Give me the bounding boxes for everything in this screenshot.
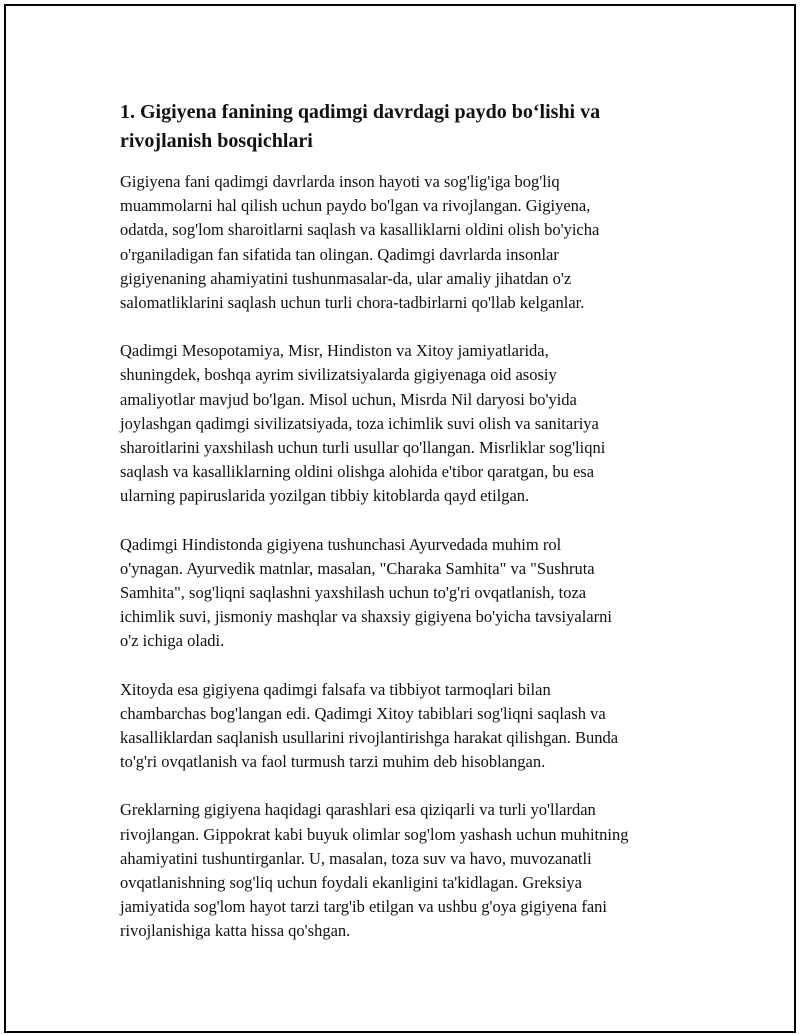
text-line: muammolarni hal qilish uchun paydo bo'lgan va rivojlangan. Gigiyena, (120, 196, 591, 216)
text-line: Samhita", sog'liqni saqlashni yaxshilash uchun to'g'ri ovqatlanish, toza (120, 583, 587, 603)
text-line: joylashgan qadimgi sivilizatsiyada, toza ichimlik suvi olish va sanitariya (120, 413, 599, 433)
page-frame (4, 4, 796, 1033)
paragraph-3 (120, 533, 700, 654)
text-line: saqlash va kasalliklarning oldini olishga alohida e'tibor qaratgan, bu esa (120, 462, 595, 482)
text-line: chambarchas bog'langan edi. Qadimgi Xitoy tabiblari sog'liqni saqlash va (120, 703, 606, 723)
text-line: gigiyenaning ahamiyatini tushunmasalar-da, ular amaliy jihatdan o'z (120, 268, 572, 288)
text-line: to'g'ri ovqatlanish va faol turmush tarzi muhim deb hisoblangan. (120, 752, 546, 772)
text-line: Greklarning gigiyena haqidagi qarashlari esa qiziqarli va turli yo'llardan (120, 800, 596, 820)
text-line: ularning papiruslarida yozilgan tibbiy kitoblarda qayd etilgan. (120, 486, 530, 506)
heading-line: 1. Gigiyena fanining qadimgi davrdagi paydo bo‘lishi va (120, 101, 601, 123)
text-line: ichimlik suvi, jismoniy mashqlar va shaxsiy gigiyena bo'yicha tavsiyalarni (120, 607, 612, 627)
text-line: shuningdek, boshqa ayrim sivilizatsiyalarda gigiyenaga oid asosiy (120, 365, 557, 385)
text-line: amaliyotlar mavjud bo'lgan. Misol uchun, Misrda Nil daryosi bo'yida (120, 389, 577, 409)
document-body (120, 98, 700, 968)
text-line: Xitoyda esa gigiyena qadimgi falsafa va tibbiyot tarmoqlari bilan (120, 679, 551, 699)
text-line: Gigiyena fani qadimgi davrlarda inson hayoti va sog'lig'iga bog'liq (120, 172, 560, 191)
text-line: ahamiyatini tushuntirganlar. U, masalan, toza suv va havo, muvozanatli (120, 848, 592, 868)
text-line: o'rganiladigan fan sifatida tan olingan. Qadimgi davrlarda insonlar (120, 244, 559, 264)
paragraph-2 (120, 339, 700, 508)
paragraph-5 (120, 798, 700, 943)
text-line: rivojlanishiga katta hissa qo'shgan. (120, 921, 351, 941)
text-line: rivojlangan. Gippokrat kabi buyuk olimlar sog'lom yashash uchun muhitning (120, 824, 629, 844)
paragraph-4 (120, 678, 700, 775)
heading-line: rivojlanish bosqichlari (120, 130, 313, 152)
text-line: kasalliklardan saqlanish usullarini rivojlantirishga harakat qilishgan. Bunda (120, 728, 619, 748)
text-line: ovqatlanishning sog'liq uchun foydali ekanligini ta'kidlagan. Greksiya (120, 873, 582, 893)
text-line: jamiyatida sog'lom hayot tarzi targ'ib etilgan va ushbu g'oya gigiyena fani (120, 897, 607, 917)
text-line: salomatliklarini saqlash uchun turli chora-tadbirlarni qo'llab kelganlar. (120, 293, 585, 313)
text-line: odatda, sog'lom sharoitlarni saqlash va kasalliklarni oldini olish bo'yicha (120, 220, 600, 240)
text-line: Qadimgi Mesopotamiya, Misr, Hindiston va Xitoy jamiyatlarida, (120, 341, 549, 361)
text-line: o'ynagan. Ayurvedik matnlar, masalan, "Charaka Samhita" va "Sushruta (120, 558, 595, 578)
text-line: Qadimgi Hindistonda gigiyena tushunchasi Ayurvedada muhim rol (120, 534, 562, 554)
section-heading (120, 98, 700, 156)
text-line: o'z ichiga oladi. (120, 631, 225, 651)
paragraph-1 (120, 170, 700, 315)
text-line: sharoitlarini yaxshilash uchun turli usullar qo'llangan. Misrliklar sog'liqni (120, 438, 606, 458)
